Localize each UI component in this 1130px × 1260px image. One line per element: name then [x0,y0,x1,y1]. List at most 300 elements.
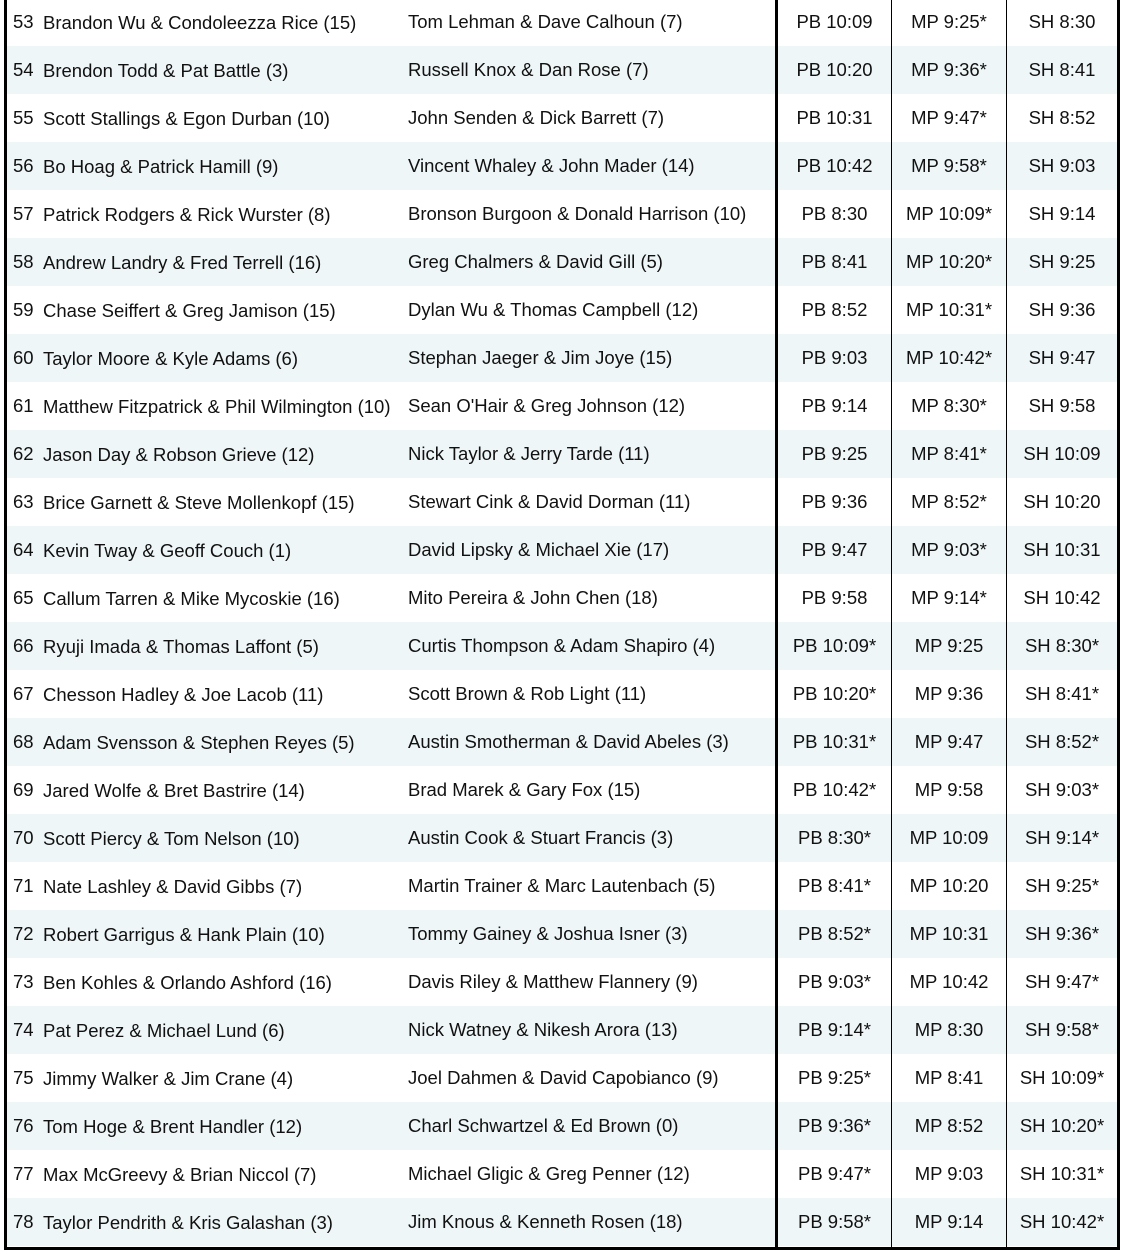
pair-one [43,574,403,622]
tee-time-sh-text: SH 10:42* [1019,1211,1105,1232]
tee-time-pb-text: PB 9:47 [801,539,868,560]
pair-two [408,0,774,46]
table-row [7,958,1117,1006]
tee-time-mp [892,142,1006,190]
pair-one-text: Robert Garrigus & Hank Plain (10) [43,923,325,945]
pair-one [43,142,403,190]
pair-one-text: Andrew Landry & Fred Terrell (16) [43,251,322,273]
tee-time-pb [778,958,891,1006]
pair-two [408,574,774,622]
tee-time-pb-text: PB 9:03 [801,347,868,368]
tee-time-sh-text: SH 8:41* [1024,683,1100,704]
pair-one [43,910,403,958]
tee-time-pb-text: PB 10:42* [792,779,877,800]
pair-one-text: Brendon Todd & Pat Battle (3) [43,59,289,81]
pair-one-text: Ben Kohles & Orlando Ashford (16) [43,971,332,993]
row-number-text: 61 [13,395,34,416]
tee-time-mp [892,862,1006,910]
tee-time-sh-text: SH 8:30* [1024,635,1100,656]
tee-time-pb [778,526,891,574]
pair-two [408,526,774,574]
pair-one-text: Callum Tarren & Mike Mycoskie (16) [43,587,340,609]
table-row [7,94,1117,142]
tee-time-mp-text: MP 10:20 [909,875,989,896]
tee-time-pb [778,142,891,190]
pair-one-text: Brandon Wu & Condoleezza Rice (15) [43,11,357,33]
pair-two [408,286,774,334]
tee-time-pb [778,1102,891,1150]
pair-two [408,382,774,430]
tee-time-mp [892,286,1006,334]
tee-time-sh-text: SH 8:41 [1028,59,1096,80]
table-row [7,478,1117,526]
tee-time-mp-text: MP 9:03* [911,539,987,560]
tee-time-mp [892,1150,1006,1198]
tee-time-pb [778,1054,891,1102]
tee-time-sh [1007,46,1117,94]
pair-two-text: Martin Trainer & Marc Lautenbach (5) [408,875,716,896]
pair-two [408,622,774,670]
column-divider [1006,0,1007,1247]
table-row [7,670,1117,718]
row-number-text: 64 [13,539,34,560]
tee-time-sh-text: SH 9:25 [1028,251,1096,272]
tee-time-pb-text: PB 9:36 [801,491,868,512]
row-number [13,430,43,478]
table-row [7,1006,1117,1054]
pair-two [408,862,774,910]
tee-time-pb [778,766,891,814]
tee-time-sh-text: SH 9:03* [1024,779,1100,800]
table-row [7,718,1117,766]
tee-time-sh-text: SH 9:14 [1028,203,1096,224]
tee-time-mp-text: MP 9:58* [911,155,987,176]
row-number-text: 57 [13,203,34,224]
pair-one [43,1006,403,1054]
tee-time-sh-text: SH 9:25* [1024,875,1100,896]
pair-one [43,382,403,430]
table-row [7,382,1117,430]
pair-two-text: Greg Chalmers & David Gill (5) [408,251,663,272]
tee-time-pb [778,910,891,958]
table-row [7,910,1117,958]
tee-time-mp [892,190,1006,238]
pair-two-text: Scott Brown & Rob Light (11) [408,683,647,704]
tee-time-mp [892,718,1006,766]
pair-one-text: Jason Day & Robson Grieve (12) [43,443,315,465]
tee-time-mp [892,574,1006,622]
table-row [7,622,1117,670]
tee-time-sh [1007,814,1117,862]
row-number-text: 65 [13,587,34,608]
table-row [7,334,1117,382]
row-number [13,286,43,334]
tee-time-mp-text: MP 9:36* [911,59,987,80]
tee-time-pb-text: PB 9:14* [797,1019,872,1040]
row-number [13,334,43,382]
row-number [13,862,43,910]
table-row [7,1150,1117,1198]
tee-time-pb-text: PB 8:41* [797,875,872,896]
pair-one [43,430,403,478]
pair-one-text: Adam Svensson & Stephen Reyes (5) [43,731,355,753]
row-number-text: 78 [13,1211,34,1232]
tee-time-mp-text: MP 10:42 [909,971,989,992]
pair-two [408,1054,774,1102]
tee-time-mp [892,1054,1006,1102]
tee-time-pb [778,334,891,382]
row-number-text: 68 [13,731,34,752]
tee-time-mp-text: MP 9:47* [911,107,987,128]
pair-two [408,334,774,382]
tee-time-pb-text: PB 9:14 [801,395,868,416]
row-number [13,910,43,958]
pair-one-text: Jared Wolfe & Bret Bastrire (14) [43,779,305,801]
row-number [13,1102,43,1150]
pair-two-text: Sean O'Hair & Greg Johnson (12) [408,395,686,416]
tee-time-sh [1007,0,1117,46]
row-number-text: 58 [13,251,34,272]
tee-time-sh [1007,1198,1117,1246]
tee-time-pb [778,478,891,526]
pair-two [408,190,774,238]
table-row [7,286,1117,334]
tee-time-pb-text: PB 10:20* [792,683,877,704]
row-number-text: 69 [13,779,34,800]
row-number [13,718,43,766]
pair-one [43,334,403,382]
table-row [7,814,1117,862]
row-number [13,0,43,46]
tee-time-pb-text: PB 8:52 [801,299,868,320]
tee-time-pb [778,622,891,670]
tee-time-mp-text: MP 8:30 [914,1019,984,1040]
pair-one-text: Taylor Pendrith & Kris Galashan (3) [43,1211,333,1233]
tee-time-sh-text: SH 8:30 [1028,11,1096,32]
pair-two [408,94,774,142]
table-row [7,766,1117,814]
tee-time-pb-text: PB 8:30 [801,203,868,224]
table-row [7,430,1117,478]
pair-two-text: Tom Lehman & Dave Calhoun (7) [408,11,683,32]
pair-one [43,46,403,94]
tee-time-sh [1007,766,1117,814]
tee-time-pb [778,718,891,766]
pair-two [408,142,774,190]
pair-one [43,478,403,526]
tee-time-mp [892,0,1006,46]
pair-one-text: Scott Piercy & Tom Nelson (10) [43,827,300,849]
tee-time-sh [1007,958,1117,1006]
tee-time-sh-text: SH 9:47* [1024,971,1100,992]
tee-time-mp [892,430,1006,478]
pair-one-text: Scott Stallings & Egon Durban (10) [43,107,330,129]
row-number [13,526,43,574]
tee-time-pb-text: PB 9:58* [797,1211,872,1232]
pair-two-text: Curtis Thompson & Adam Shapiro (4) [408,635,716,656]
pair-two [408,238,774,286]
tee-time-sh-text: SH 9:36* [1024,923,1100,944]
row-number-text: 53 [13,11,34,32]
pair-two-text: Mito Pereira & John Chen (18) [408,587,658,608]
row-number [13,1054,43,1102]
row-number-text: 56 [13,155,34,176]
tee-time-mp-text: MP 8:30* [911,395,987,416]
pair-two-text: John Senden & Dick Barrett (7) [408,107,665,128]
tee-time-mp-text: MP 8:41* [911,443,987,464]
tee-time-pb-text: PB 8:30* [797,827,872,848]
tee-time-sh [1007,1006,1117,1054]
pair-one-text: Brice Garnett & Steve Mollenkopf (15) [43,491,355,513]
tee-time-pb-text: PB 10:31* [792,731,877,752]
tee-time-sh-text: SH 9:47 [1028,347,1096,368]
pair-two-text: Austin Smotherman & David Abeles (3) [408,731,729,752]
pair-two-text: Davis Riley & Matthew Flannery (9) [408,971,698,992]
tee-time-sh [1007,718,1117,766]
tee-time-sh [1007,334,1117,382]
tee-time-sh-text: SH 10:20 [1023,491,1101,512]
pairings-table [4,0,1120,1250]
tee-time-sh-text: SH 8:52* [1024,731,1100,752]
tee-time-mp [892,94,1006,142]
pair-two-text: Charl Schwartzel & Ed Brown (0) [408,1115,679,1136]
tee-time-sh [1007,190,1117,238]
tee-time-sh [1007,94,1117,142]
tee-time-pb-text: PB 10:09* [792,635,877,656]
pair-two-text: Nick Taylor & Jerry Tarde (11) [408,443,650,464]
tee-time-sh [1007,1150,1117,1198]
row-number-text: 54 [13,59,34,80]
pair-two [408,958,774,1006]
pair-one [43,718,403,766]
row-number [13,190,43,238]
row-number-text: 73 [13,971,34,992]
tee-time-sh-text: SH 9:58 [1028,395,1096,416]
pair-one [43,766,403,814]
pair-two [408,1198,774,1246]
pair-two-text: Vincent Whaley & John Mader (14) [408,155,695,176]
pair-one-text: Chesson Hadley & Joe Lacob (11) [43,683,324,705]
table-row [7,0,1117,46]
table-row [7,862,1117,910]
pair-one [43,862,403,910]
row-number [13,46,43,94]
tee-time-sh [1007,910,1117,958]
row-number [13,766,43,814]
row-number [13,478,43,526]
row-number-text: 55 [13,107,34,128]
tee-time-mp-text: MP 10:31* [905,299,993,320]
tee-time-pb [778,814,891,862]
row-number-text: 63 [13,491,34,512]
tee-time-mp-text: MP 9:03 [914,1163,984,1184]
tee-time-pb [778,238,891,286]
tee-time-pb [778,46,891,94]
tee-time-pb-text: PB 9:47* [797,1163,872,1184]
tee-time-mp-text: MP 9:14 [914,1211,984,1232]
pair-two-text: David Lipsky & Michael Xie (17) [408,539,670,560]
pair-two [408,46,774,94]
row-number [13,94,43,142]
table-row [7,526,1117,574]
tee-time-mp [892,238,1006,286]
tee-time-mp [892,1006,1006,1054]
pair-two-text: Michael Gligic & Greg Penner (12) [408,1163,690,1184]
tee-time-pb [778,190,891,238]
tee-time-sh [1007,238,1117,286]
row-number [13,670,43,718]
tee-time-pb [778,382,891,430]
pair-two [408,1102,774,1150]
pair-two-text: Stewart Cink & David Dorman (11) [408,491,691,512]
table-row [7,238,1117,286]
tee-time-mp-text: MP 9:14* [911,587,987,608]
row-number [13,1006,43,1054]
tee-time-sh [1007,622,1117,670]
tee-time-sh-text: SH 9:58* [1024,1019,1100,1040]
tee-time-pb-text: PB 10:31 [796,107,873,128]
row-number [13,1198,43,1246]
tee-time-pb-text: PB 8:41 [801,251,868,272]
pair-one-text: Ryuji Imada & Thomas Laffont (5) [43,635,319,657]
tee-time-pb [778,430,891,478]
row-number [13,814,43,862]
pair-one-text: Kevin Tway & Geoff Couch (1) [43,539,292,561]
pair-two [408,766,774,814]
tee-time-pb-text: PB 8:52* [797,923,872,944]
column-divider [891,0,892,1247]
pair-two-text: Russell Knox & Dan Rose (7) [408,59,649,80]
tee-time-sh [1007,382,1117,430]
tee-time-mp-text: MP 8:52* [911,491,987,512]
pair-two-text: Austin Cook & Stuart Francis (3) [408,827,674,848]
pair-one [43,1102,403,1150]
tee-time-sh [1007,478,1117,526]
tee-time-mp [892,1102,1006,1150]
row-number-text: 71 [13,875,34,896]
pair-two-text: Brad Marek & Gary Fox (15) [408,779,641,800]
tee-time-sh-text: SH 10:42 [1023,587,1101,608]
tee-time-mp-text: MP 10:42* [905,347,993,368]
tee-time-pb-text: PB 10:09 [796,11,873,32]
pair-one [43,526,403,574]
pair-two [408,430,774,478]
pair-two [408,670,774,718]
tee-time-mp [892,766,1006,814]
tee-time-mp [892,1198,1006,1246]
pair-one-text: Tom Hoge & Brent Handler (12) [43,1115,303,1137]
row-number-text: 77 [13,1163,34,1184]
tee-time-pb [778,574,891,622]
tee-time-sh [1007,1102,1117,1150]
row-number [13,622,43,670]
row-number-text: 70 [13,827,34,848]
tee-time-sh [1007,574,1117,622]
tee-time-sh-text: SH 10:09 [1023,443,1101,464]
tee-time-pb [778,286,891,334]
pair-one-text: Taylor Moore & Kyle Adams (6) [43,347,298,369]
pair-one-text: Bo Hoag & Patrick Hamill (9) [43,155,279,177]
pair-one [43,190,403,238]
table-row [7,1198,1117,1246]
tee-time-pb [778,0,891,46]
tee-time-mp-text: MP 8:52 [914,1115,984,1136]
row-number-text: 62 [13,443,34,464]
tee-time-pb-text: PB 9:36* [797,1115,872,1136]
tee-time-mp [892,334,1006,382]
row-number-text: 74 [13,1019,34,1040]
tee-time-pb [778,94,891,142]
tee-time-mp [892,478,1006,526]
pair-two [408,814,774,862]
tee-time-mp-text: MP 9:58 [914,779,984,800]
tee-time-sh [1007,526,1117,574]
pair-one-text: Matthew Fitzpatrick & Phil Wilmington (10) [43,395,391,417]
row-number-text: 75 [13,1067,34,1088]
tee-time-mp-text: MP 9:47 [914,731,984,752]
tee-time-sh-text: SH 10:31* [1019,1163,1105,1184]
pair-one-text: Chase Seiffert & Greg Jamison (15) [43,299,336,321]
pair-one [43,286,403,334]
pair-two-text: Jim Knous & Kenneth Rosen (18) [408,1211,683,1232]
pair-one [43,0,403,46]
pair-two-text: Bronson Burgoon & Donald Harrison (10) [408,203,747,224]
tee-time-mp-text: MP 10:20* [905,251,993,272]
tee-time-sh [1007,142,1117,190]
pair-two [408,478,774,526]
row-number-text: 66 [13,635,34,656]
tee-time-mp [892,670,1006,718]
tee-time-sh [1007,862,1117,910]
tee-time-sh-text: SH 8:52 [1028,107,1096,128]
pair-one-text: Patrick Rodgers & Rick Wurster (8) [43,203,331,225]
tee-time-sh [1007,430,1117,478]
pair-one [43,622,403,670]
pair-one [43,1198,403,1246]
pair-two [408,910,774,958]
pair-two [408,718,774,766]
pair-two-text: Dylan Wu & Thomas Campbell (12) [408,299,699,320]
pair-one-text: Pat Perez & Michael Lund (6) [43,1019,285,1041]
tee-time-pb [778,1150,891,1198]
tee-time-mp-text: MP 10:31 [909,923,989,944]
row-number [13,1150,43,1198]
table-row [7,46,1117,94]
tee-time-mp-text: MP 9:25* [911,11,987,32]
row-number [13,142,43,190]
column-divider [775,0,778,1247]
pair-two [408,1150,774,1198]
pair-one-text: Jimmy Walker & Jim Crane (4) [43,1067,294,1089]
tee-time-sh [1007,1054,1117,1102]
tee-time-mp-text: MP 9:36 [914,683,984,704]
tee-time-mp-text: MP 8:41 [914,1067,984,1088]
tee-time-pb-text: PB 9:58 [801,587,868,608]
pair-two-text: Joel Dahmen & David Capobianco (9) [408,1067,719,1088]
pair-one [43,238,403,286]
pair-one [43,1054,403,1102]
tee-time-mp [892,382,1006,430]
pair-one [43,958,403,1006]
tee-time-pb-text: PB 9:25* [797,1067,872,1088]
table-row [7,142,1117,190]
tee-time-pb-text: PB 9:03* [797,971,872,992]
tee-time-sh-text: SH 10:09* [1019,1067,1105,1088]
pair-one [43,94,403,142]
tee-time-sh-text: SH 9:36 [1028,299,1096,320]
pair-two-text: Tommy Gainey & Joshua Isner (3) [408,923,688,944]
tee-time-sh [1007,286,1117,334]
